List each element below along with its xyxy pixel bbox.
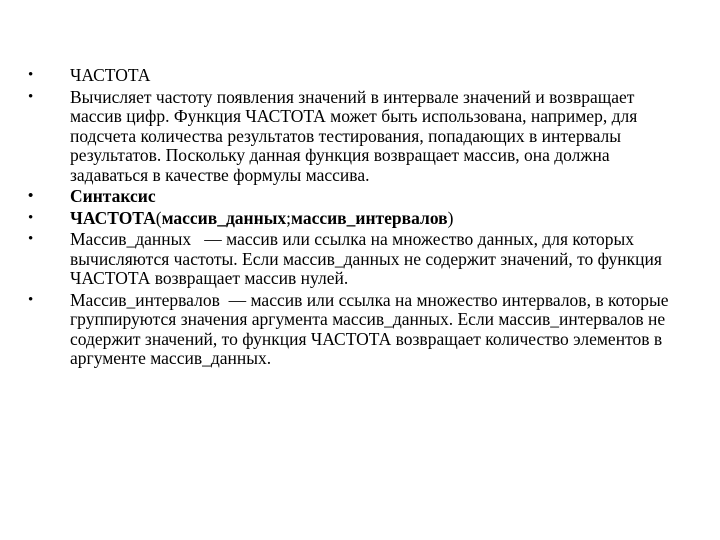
syntax-heading: Синтаксис (70, 186, 156, 206)
syntax-line (70, 208, 453, 228)
syntax-open-paren: ( (155, 207, 162, 228)
bullet-arg-data (28, 230, 688, 289)
bullet-icon: • (28, 209, 34, 226)
syntax-arg-bins: массив_интервалов (291, 207, 448, 228)
syntax-arg-data: массив_данных (161, 207, 287, 228)
arg-bins-definition: — массив или ссылка на множество интервалов, в которые группируются значения аргумента массив_данных. Если массив_интервалов не содержит значений, то функция ЧАСТОТА возвращает количество элементов в аргументе массив_данных. (70, 289, 673, 368)
bullet-icon: • (28, 231, 34, 247)
bullet-icon: • (28, 88, 34, 105)
function-description: Вычисляет частоту появления значений в интервале значений и возвращает массив цифр. Функция ЧАСТОТА может быть использована, например, для подсчета количества результатов тестирования, попадающих в интервалы результатов. Поскольку данная функция возвращает массив, она должна задаваться в качестве формулы массива. (70, 86, 638, 185)
syntax-close-paren: ) (447, 207, 454, 228)
bullet-syntax (28, 209, 688, 229)
function-title: ЧАСТОТА (70, 65, 151, 85)
bullet-icon: • (28, 291, 34, 308)
bullet-description (28, 88, 688, 186)
syntax-function-name: ЧАСТОТА (70, 207, 156, 228)
arg-data-term: Массив_данных (70, 229, 192, 249)
bullet-arg-bins (28, 291, 688, 369)
syntax-separator: ; (286, 207, 292, 228)
arg-data-definition: — массив или ссылка на множество данных, для которых вычисляются частоты. Если массив_данных не содержит значений, то функция ЧАСТОТА возвращает массив нулей. (70, 229, 667, 288)
bullet-icon: • (28, 67, 34, 83)
bullet-title-function (28, 66, 688, 86)
bullet-icon: • (28, 188, 34, 204)
bullet-syntax-heading (28, 187, 688, 207)
bullet-list (28, 66, 688, 371)
arg-bins-term: Массив_интервалов (70, 289, 220, 310)
